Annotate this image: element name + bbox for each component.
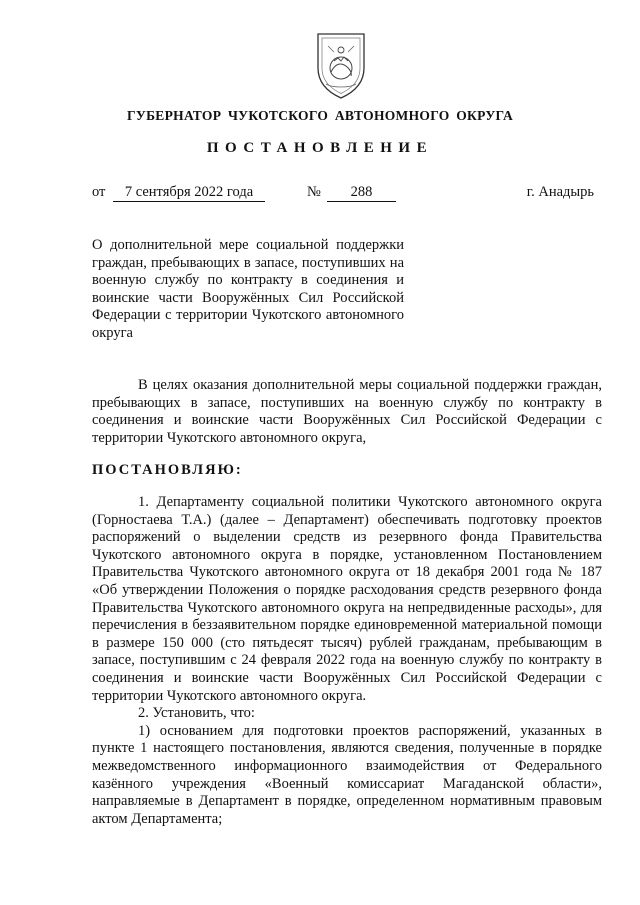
date-prefix: от [92,184,106,200]
number-sign: № [307,184,321,200]
document-title: О дополнительной мере социальной поддержки граждан, пребывающих в запасе, поступивших на военную службу по контракту в соединения и воинские части Вооружённых Сил Российской Федерации с территории Чукотского автономного округа [92,237,404,341]
document-number: 288 [327,184,396,202]
paragraph: 1. Департаменту социальной политики Чукотского автономного округа (Горностаева Т.А.) (далее – Департамент) обеспечивать подготовку проектов распоряжений о выделении средств из резервного фонда Правительства Чукотского автономного округа в порядке, установленном Постановлением Правительства Чукотского автономного округа от 18 декабря 2001 года № 187 «Об утверждении Положения о порядке расходования средств резервного фонда Правительства Чукотского автономного округа на непредвиденные расходы», для перечисления в беззаявительном порядке единовременной материальной помощи в размере 150 000 (сто пятьдесят тысяч) рублей гражданам, пребывающим в запасе, поступившим с 24 февраля 2022 года на военную службу по контракту в соединения и воинские части Вооружённых Сил Российской Федерации с территории Чукотского автономного округа. [92,494,602,704]
paragraph: 2. Установить, что: [138,705,255,722]
document-date: 7 сентября 2022 года [113,184,265,202]
chukotka-coat-of-arms-icon [304,28,378,102]
decree-heading: ПОСТАНОВЛЯЮ: [92,462,243,478]
preamble: В целях оказания дополнительной меры социальной поддержки граждан, пребывающих в запасе, поступивших на военную службу по контракту в соединения и воинские части Вооружённых Сил Российской Федерации с территории Чукотского автономного округа, [92,377,602,446]
issuing-authority: ГУБЕРНАТОР ЧУКОТСКОГО АВТОНОМНОГО ОКРУГА [126,108,514,123]
paragraph: 1) основанием для подготовки проектов распоряжений, указанных в пункте 1 настоящего постановления, являются сведения, полученные в порядке межведомственного информационного взаимодействия от Федерального казённого учреждения «Военный комиссариат Магаданской области», направляемые в Департамент в порядке, определенном нормативным правовым актом Департамента; [92,722,602,827]
document-city: г. Анадырь [526,184,594,200]
document-body [92,494,602,828]
document-type: ПОСТАНОВЛЕНИЕ [206,140,434,156]
